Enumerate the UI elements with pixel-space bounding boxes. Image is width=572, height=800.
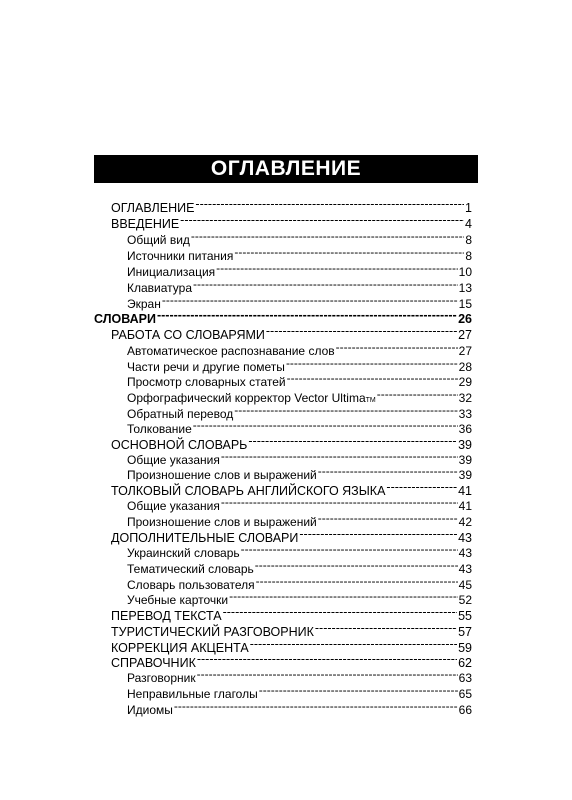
toc-entry-page: 55 (458, 609, 472, 623)
toc-entry[interactable] (127, 698, 472, 717)
toc-entry-label: Источники питания (127, 249, 234, 263)
toc-entry-page: 27 (458, 344, 472, 358)
toc-entry-page: 4 (465, 217, 472, 231)
toc-entry[interactable] (127, 557, 472, 576)
toc-entry-page: 33 (458, 407, 472, 421)
toc-entry[interactable] (111, 651, 472, 670)
toc-entry-label: СПРАВОЧНИК (111, 656, 196, 670)
toc-entry-page: 39 (458, 453, 472, 467)
toc-entry-label: Учебные карточки (127, 593, 229, 607)
toc-entry[interactable] (127, 494, 472, 513)
toc-entry-label: СЛОВАРИ (94, 312, 156, 326)
toc-entry-page: 13 (458, 281, 472, 295)
toc-entry[interactable] (111, 433, 472, 452)
toc-entry-label: ВВЕДЕНИЕ (111, 217, 180, 231)
dot-leader (193, 276, 458, 292)
toc-entry-page: 43 (458, 546, 472, 560)
toc-entry-page: 1 (465, 201, 472, 215)
toc-entry-page: 27 (458, 328, 472, 342)
toc-entry-label: ТУРИСТИЧЕСКИЙ РАЗГОВОРНИК (111, 625, 314, 639)
toc-entry-page: 39 (458, 438, 472, 452)
toc-entry[interactable] (127, 339, 472, 358)
dot-leader (318, 463, 458, 479)
toc-entry[interactable] (94, 307, 472, 326)
toc-entry-page: 15 (458, 297, 472, 311)
dot-leader (256, 573, 458, 589)
dot-leader (221, 448, 458, 464)
toc-entry-label: Произношение слов и выражений (127, 515, 317, 529)
toc-entry-page: 52 (458, 593, 472, 607)
toc-entry-page: 59 (458, 641, 472, 655)
toc-entry-label: РАБОТА СО СЛОВАРЯМИ (111, 328, 265, 342)
toc-entry-label: ТОЛКОВЫЙ СЛОВАРЬ АНГЛИЙСКОГО ЯЗЫКА (111, 484, 386, 498)
toc-entry-page: 62 (458, 656, 472, 670)
toc-entry-label: Инициализация (127, 265, 216, 279)
dot-leader (255, 557, 458, 573)
toc-entry[interactable] (127, 666, 472, 685)
dot-leader (195, 196, 464, 212)
toc-entry-page: 63 (458, 671, 472, 685)
dot-leader (162, 292, 458, 308)
dot-leader (248, 433, 457, 449)
toc-entry-page: 29 (458, 375, 472, 389)
toc-entry-label: Общие указания (127, 499, 220, 513)
toc-entry-page: 45 (458, 578, 472, 592)
toc-entry[interactable] (127, 573, 472, 592)
toc-entry-page: 39 (458, 468, 472, 482)
dot-leader (174, 698, 458, 714)
toc-entry[interactable] (111, 479, 472, 498)
dot-leader (191, 228, 464, 244)
toc-entry-page: 28 (458, 360, 472, 374)
toc-entry-label: Разговорник (127, 671, 196, 685)
toc-entry-page: 43 (458, 531, 472, 545)
toc-entry-label: Словарь пользователя (127, 578, 255, 592)
toc-entry[interactable] (111, 212, 472, 231)
toc-entry-label: Идиомы (127, 703, 173, 717)
toc-entry[interactable] (127, 276, 472, 295)
toc-entry-page: 41 (458, 499, 472, 513)
dot-leader (266, 323, 457, 339)
dot-leader (197, 666, 458, 682)
toc-entry[interactable] (127, 588, 472, 607)
toc-entry-label: Просмотр словарных статей (127, 375, 286, 389)
toc-entry-label: Неправильные глаголы (127, 687, 258, 701)
dot-leader (221, 494, 458, 510)
dot-leader (259, 682, 458, 698)
dot-leader (229, 588, 458, 604)
dot-leader (318, 510, 458, 526)
dot-leader (234, 402, 457, 418)
toc-entry-page: 8 (465, 249, 472, 263)
toc-entry-label: Общий вид (127, 233, 190, 247)
toc-entry[interactable] (111, 604, 472, 623)
dot-leader (336, 339, 458, 355)
toc-entry[interactable] (127, 355, 472, 374)
toc-entry[interactable]: Орфографический корректор Vector Ultima TM ----- 32 (127, 386, 472, 402)
toc-entry-label: ПЕРЕВОД ТЕКСТА (111, 609, 222, 623)
toc-entry[interactable] (127, 448, 472, 467)
toc-entry-label: ОГЛАВЛЕНИЕ (111, 201, 195, 215)
dot-leader (193, 417, 458, 433)
toc-entry[interactable] (111, 636, 472, 655)
page-title: ОГЛАВЛЕНИЕ (94, 155, 478, 183)
toc-entry-page: 41 (458, 484, 472, 498)
toc-entry[interactable] (127, 370, 472, 389)
dot-leader (250, 636, 457, 652)
toc-entry[interactable] (127, 682, 472, 701)
dot-leader (287, 370, 458, 386)
dot-leader (223, 604, 458, 620)
toc-entry-page: 10 (458, 265, 472, 279)
dot-leader (386, 479, 457, 495)
toc-entry-label: Обратный перевод (127, 407, 234, 421)
toc-entry-page: 42 (458, 515, 472, 529)
toc-entry[interactable] (127, 260, 472, 279)
toc-entry-page: 32 (458, 391, 472, 405)
toc-entry-label: Произношение слов и выражений (127, 468, 317, 482)
toc-entry-label: Автоматическое распознавание слов (127, 344, 335, 358)
toc-entry[interactable] (111, 526, 472, 545)
dot-leader (197, 651, 457, 667)
toc-entry-label: ДОПОЛНИТЕЛЬНЫЕ СЛОВАРИ (111, 531, 299, 545)
toc-entry-page: 36 (458, 422, 472, 436)
dot-leader (315, 620, 457, 636)
toc-entry[interactable] (111, 620, 472, 639)
toc-entry-label: Тематический словарь (127, 562, 254, 576)
toc-entry-label: Клавиатура (127, 281, 192, 295)
dot-leader (180, 212, 464, 228)
dot-leader (241, 541, 458, 557)
dot-leader (216, 260, 457, 276)
toc-entry-label: Экран (127, 297, 161, 311)
toc-entry-label: Толкование (127, 422, 192, 436)
toc-entry[interactable] (127, 463, 472, 482)
toc-entry[interactable] (111, 323, 472, 342)
toc-entry[interactable] (127, 417, 472, 436)
dot-leader (286, 355, 458, 371)
toc-entry[interactable] (127, 228, 472, 247)
dot-leader (377, 386, 458, 402)
dot-leader (157, 307, 457, 323)
toc-entry-label: Общие указания (127, 453, 220, 467)
dot-leader (299, 526, 457, 542)
toc-entry[interactable] (127, 292, 472, 311)
toc-entry[interactable] (127, 402, 472, 421)
toc-entry[interactable] (127, 244, 472, 263)
toc-entry-page: 65 (458, 687, 472, 701)
toc-entry[interactable] (127, 510, 472, 529)
toc-entry-page: 26 (458, 312, 472, 326)
dot-leader (234, 244, 464, 260)
toc-entry[interactable] (127, 541, 472, 560)
toc-entry[interactable] (111, 196, 472, 215)
toc-entry-label: ОСНОВНОЙ СЛОВАРЬ (111, 438, 248, 452)
toc-entry-label: КОРРЕКЦИЯ АКЦЕНТА (111, 641, 249, 655)
toc-entry-label: Орфографический корректор Vector Ultima (127, 391, 366, 405)
toc-entry-label: Части речи и другие пометы (127, 360, 285, 374)
toc-entry-label: Украинский словарь (127, 546, 240, 560)
toc-entry-page: 8 (465, 233, 472, 247)
toc-entry-page: 66 (458, 703, 472, 717)
toc-entry-page: 43 (458, 562, 472, 576)
toc-entry-page: 57 (458, 625, 472, 639)
